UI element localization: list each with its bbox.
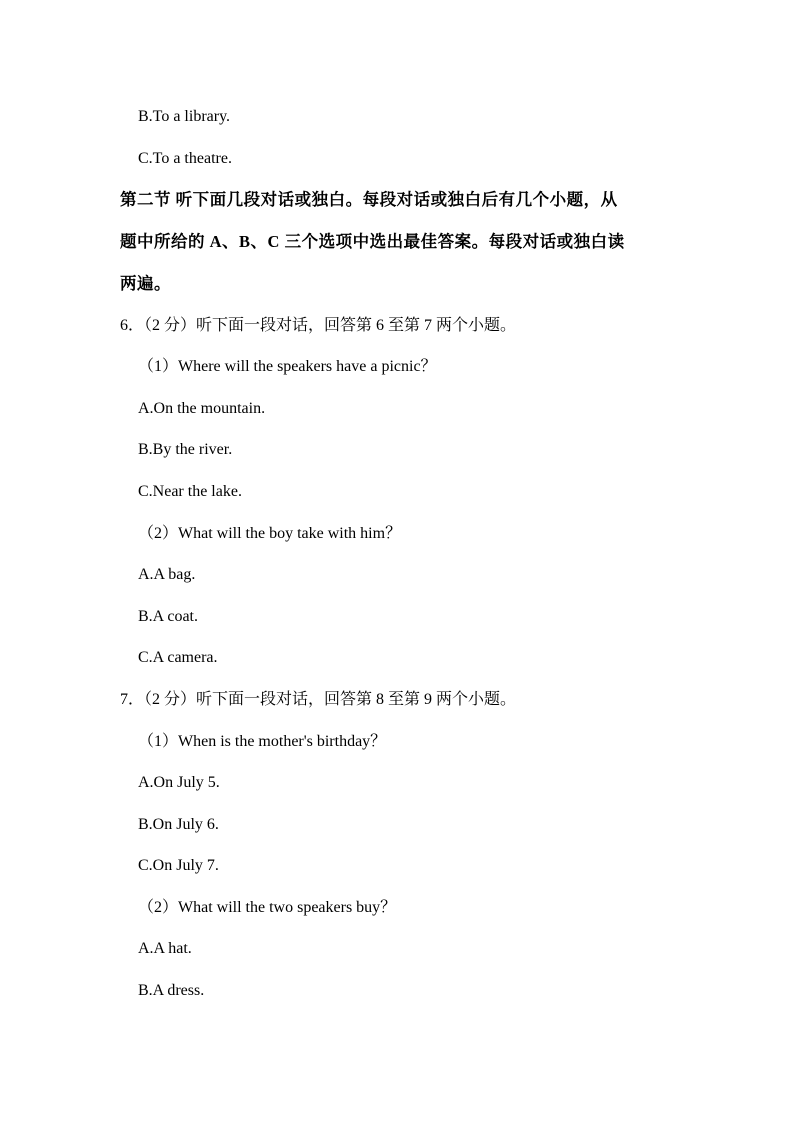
option-b-library: B.To a library.: [138, 108, 231, 125]
option-c-theatre: C.To a theatre.: [138, 150, 232, 167]
q7-1-option-a: A.On July 5.: [138, 774, 220, 791]
q7-2-option-a: A.A hat.: [138, 940, 192, 957]
q6-1-option-c: C.Near the lake.: [138, 483, 242, 500]
q7-subquestion-2: （2）What will the two speakers buy？: [138, 899, 397, 916]
section-heading-line-2: 题中所给的 A、B、C 三个选项中选出最佳答案。每段对话或独白读: [120, 232, 625, 251]
q7-1-option-c: C.On July 7.: [138, 857, 219, 874]
q6-2-option-c: C.A camera.: [138, 649, 218, 666]
q6-subquestion-2: （2）What will the boy take with him？: [138, 525, 402, 542]
q6-1-option-b: B.By the river.: [138, 441, 233, 458]
q7-1-option-b: B.On July 6.: [138, 816, 219, 833]
q7-subquestion-1: （1）When is the mother's birthday？: [138, 733, 387, 750]
q6-2-option-b: B.A coat.: [138, 608, 198, 625]
question-7: 7．（2 分）听下面一段对话，回答第 8 至第 9 两个小题。: [120, 691, 517, 708]
q6-1-option-a: A.On the mountain.: [138, 400, 266, 417]
section-heading-line-1: 第二节 听下面几段对话或独白。每段对话或独白后有几个小题，从: [120, 190, 618, 209]
section-heading-line-3: 两遍。: [120, 274, 171, 293]
q6-2-option-a: A.A bag.: [138, 566, 196, 583]
q6-subquestion-1: （1）Where will the speakers have a picnic？: [138, 358, 437, 375]
q7-2-option-b: B.A dress.: [138, 982, 205, 999]
question-6: 6．（2 分）听下面一段对话，回答第 6 至第 7 两个小题。: [120, 317, 517, 334]
